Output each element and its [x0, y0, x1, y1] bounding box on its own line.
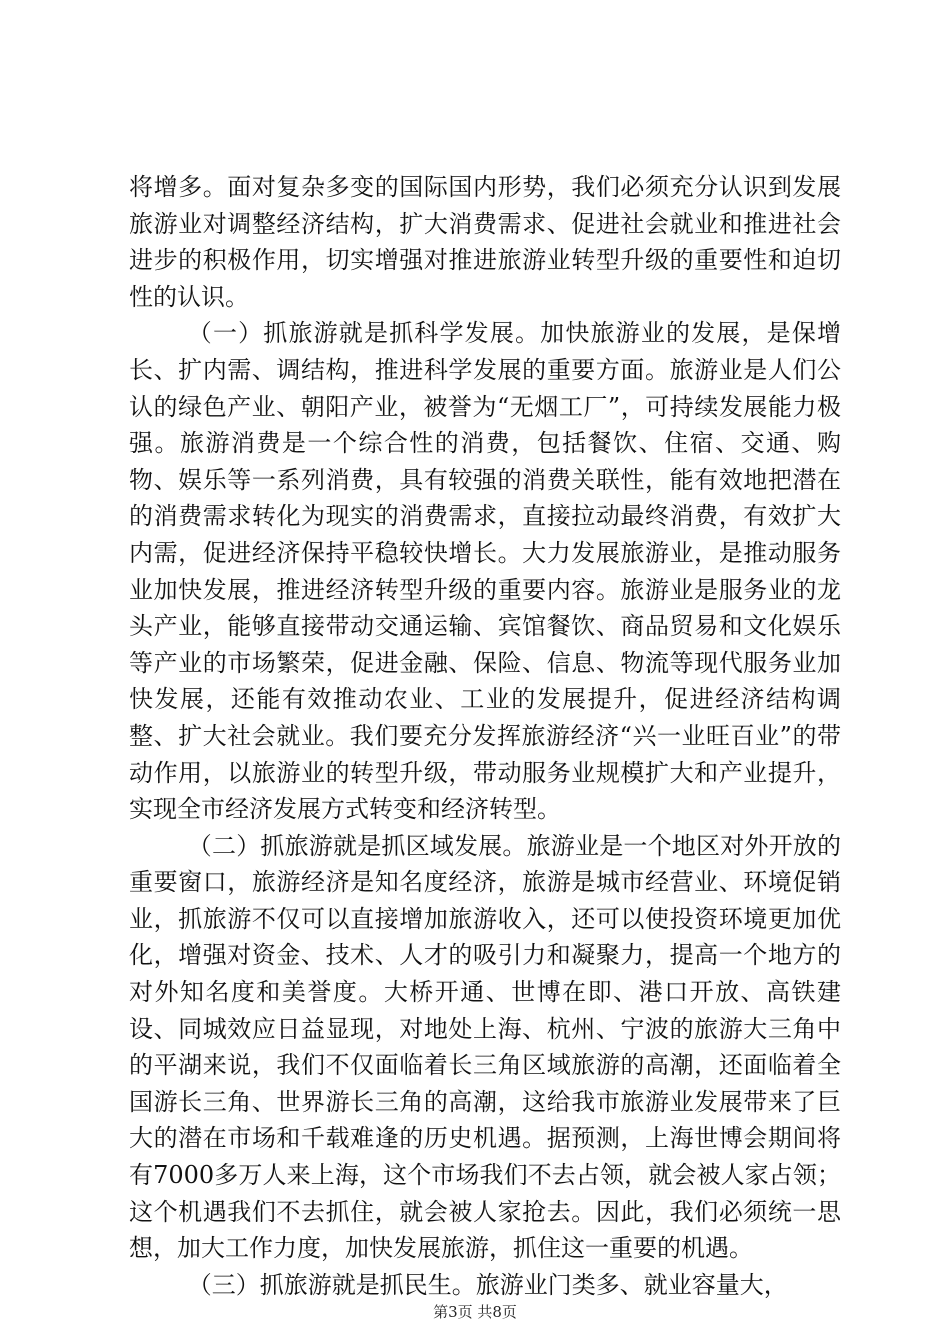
paragraph-section-1: （一）抓旅游就是抓科学发展。加快旅游业的发展，是保增长、扩内需、调结构，推进科学发展的重要方面。旅游业是人们公认的绿色产业、朝阳产业，被誉为“无烟工厂”，可持续发展能力极强。旅游消费是一个综合性的消费，包括餐饮、住宿、交通、购物、娱乐等一系列消费，具有较强的消费关联性，能有效地把潜在的消费需求转化为现实的消费需求，直接拉动最终消费，有效扩大内需，促进经济保持平稳较快增长。大力发展旅游业，是推动服务业加快发展，推进经济转型升级的重要内容。旅游业是服务业的龙头产业，能够直接带动交通运输、宾馆餐饮、商品贸易和文化娱乐等产业的市场繁荣，促进金融、保险、信息、物流等现代服务业加快发展，还能有效推动农业、工业的发展提升，促进经济结构调整、扩大社会就业。我们要充分发挥旅游经济“兴一业旺百业”的带动作用，以旅游业的转型升级，带动服务业规模扩大和产业提升，实现全市经济发展方式转变和经济转型。 [129, 319, 841, 824]
page-footer: 第3页 共8页 [433, 1303, 517, 1321]
paragraph-section-3: （三）抓旅游就是抓民生。旅游业门类多、就业容量大， [187, 1270, 788, 1299]
paragraph-continuation: 将增多。面对复杂多变的国际国内形势，我们必须充分认识到发展旅游业对调整经济结构，扩大消费需求、促进社会就业和推进社会进步的积极作用，切实增强对推进旅游业转型升级的重要性和迫切性的认识。 [129, 173, 841, 311]
paragraph-section-2: （二）抓旅游就是抓区域发展。旅游业是一个地区对外开放的重要窗口，旅游经济是知名度经济，旅游是城市经营业、环境促销业，抓旅游不仅可以直接增加旅游收入，还可以使投资环境更加优化，增强对资金、技术、人才的吸引力和凝聚力，提高一个地方的对外知名度和美誉度。大桥开通、世博在即、港口开放、高铁建设、同城效应日益显现，对地处上海、杭州、宁波的旅游大三角中的平湖来说，我们不仅面临着长三角区域旅游的高潮，还面临着全国游长三角、世界游长三角的高潮，这给我市旅游业发展带来了巨大的潜在市场和千载难逢的历史机遇。据预测，上海世博会期间将有7000多万人来上海，这个市场我们不去占领，就会被人家占领；这个机遇我们不去抓住，就会被人家抢去。因此，我们必须统一思想，加大工作力度，加快发展旅游，抓住这一重要的机遇。 [129, 831, 841, 1263]
body-text [129, 169, 841, 1303]
